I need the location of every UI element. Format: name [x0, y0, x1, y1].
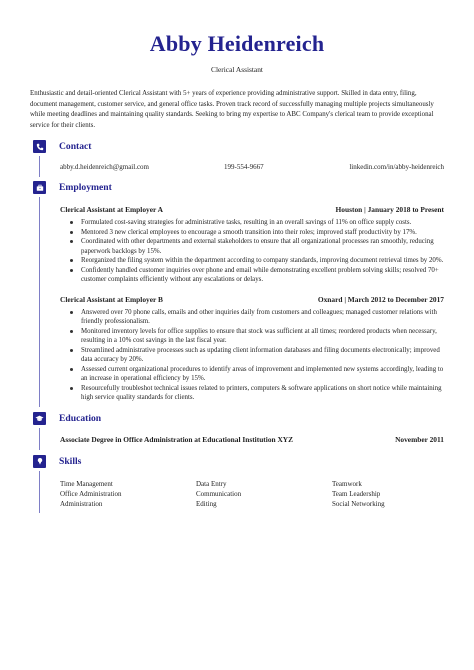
skill-item: Social Networking: [332, 499, 385, 508]
skill-item: Office Administration: [60, 489, 122, 498]
contact-section-title: Contact: [59, 141, 92, 152]
job-bullet: Reorganized the filing system within the department according to company standards, improving document retrieval times by 20%.: [70, 256, 444, 266]
contact-linkedin[interactable]: linkedin.com/in/abby-heidenreich: [349, 163, 444, 171]
job-bullet: Monitored inventory levels for office supplies to ensure that stock was sufficient at all times; reordered products when necessary, resulting in a 10% cost savings in the last fiscal year.: [70, 327, 444, 346]
job-entry: [60, 197, 444, 285]
contact-phone: 199-554-9667: [224, 163, 264, 171]
job-meta: Houston | January 2018 to Present: [335, 205, 444, 214]
contact-section-header: [30, 140, 444, 156]
graduation-cap-icon: [33, 412, 46, 425]
skill-item: Editing: [196, 499, 217, 508]
briefcase-icon: [33, 181, 46, 194]
skill-item: Administration: [60, 499, 103, 508]
job-bullet: Resourcefully troubleshot technical issues related to printers, computers & software applications on short notice while maintaining high service quality standards for clients.: [70, 384, 444, 403]
skill-item: Team Leadership: [332, 489, 381, 498]
education-section-body: [39, 428, 444, 450]
skill-item: Data Entry: [196, 479, 227, 488]
job-header: [60, 205, 444, 214]
job-bullet: Streamlined administrative processes such as updating client information databases and filing documents electronically; improved data accuracy by 20%.: [70, 346, 444, 365]
lightbulb-icon: [33, 455, 46, 468]
contact-row: [60, 156, 444, 177]
job-title: Clerical Assistant: [211, 65, 263, 74]
education-entry: [60, 428, 444, 450]
employment-section-body: [39, 197, 444, 407]
skill-item: Time Management: [60, 479, 113, 488]
contact-section-body: [39, 156, 444, 177]
job-bullet: Assessed current organizational procedures to identify areas of improvement and implemented new systems accordingly, leading to an increase in operational efficiency by 15%.: [70, 365, 444, 384]
job-title: Clerical Assistant at Employer B: [60, 294, 163, 304]
job-bullet: Formulated cost-saving strategies for administrative tasks, resulting in an overall savings of 11% on office supply costs.: [70, 218, 444, 228]
job-bullet: Coordinated with other departments and external stakeholders to ensure that all organizational processes ran smoothly, reducing paperwork backlogs by 15%.: [70, 237, 444, 256]
job-meta: Oxnard | March 2012 to December 2017: [317, 294, 444, 304]
job-bullets: [60, 308, 444, 403]
skill-item: Communication: [196, 489, 242, 498]
skill-item: Teamwork: [332, 479, 362, 488]
skills-section-header: [30, 455, 444, 471]
skills-grid: [60, 471, 444, 513]
contact-email[interactable]: abby.d.heidenreich@gmail.com: [60, 163, 149, 171]
job-title: Clerical Assistant at Employer A: [60, 205, 163, 214]
summary-paragraph: Enthusiastic and detail-oriented Clerical Assistant with 5+ years of experience providing administrative support. Skilled in data entry, filing, document management, customer service, and general office tasks. Proven track record of successfully managing multiple projects simultaneously while meeting deadlines and maintaining quality standards. Seeking to bring my expertise to ABC Company's clerical team to provide exceptional service for their clients.: [30, 90, 434, 129]
candidate-name: Abby Heidenreich: [149, 31, 325, 56]
phone-icon: [33, 140, 46, 153]
job-entry: [60, 285, 444, 407]
skills-section-title: Skills: [59, 455, 82, 467]
job-bullet: Confidently handled customer inquiries over phone and email while demonstrating excellent problem solving skills; resolved 70+ customer complaints efficiently without any escalations or delays.: [70, 266, 444, 285]
degree: Associate Degree in Office Administration at Educational Institution XYZ: [60, 434, 294, 444]
job-bullet: Answered over 70 phone calls, emails and other inquiries daily from customers and colleagues; managed customer relations with friendly professionalism.: [70, 308, 444, 327]
job-bullet: Mentored 3 new clerical employees to encourage a smooth transition into their roles; improved staff productivity by 17%.: [70, 228, 444, 238]
education-date: November 2011: [395, 434, 444, 444]
education-section-title: Education: [59, 412, 102, 424]
job-header: [60, 295, 444, 304]
employment-section-title: Employment: [59, 182, 112, 193]
skills-section-body: [39, 471, 444, 513]
education-section-header: [30, 412, 444, 428]
employment-section-header: [30, 181, 444, 197]
job-bullets: [60, 218, 444, 285]
